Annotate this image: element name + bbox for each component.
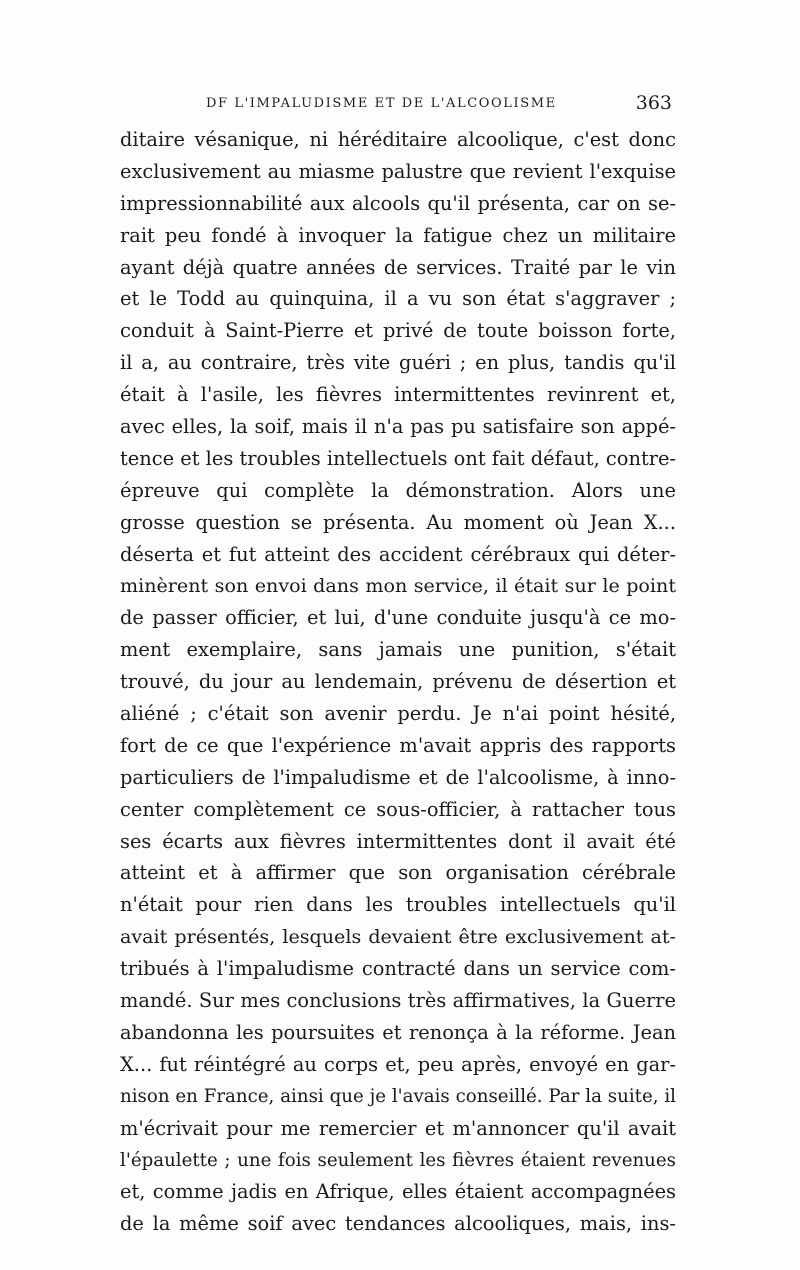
text-line: déserta et fut atteint des accident cérébraux qui déter- (120, 542, 676, 566)
text-line: abandonna les poursuites et renonça à la réforme. Jean (120, 1020, 676, 1044)
text-line: rait peu fondé à invoquer la fatigue chez un militaire (120, 223, 676, 247)
text-line: conduit à Saint-Pierre et privé de toute boisson forte, (120, 319, 676, 343)
running-title: DF L'IMPALUDISME ET DE L'ALCOOLISME (206, 96, 557, 111)
text-line: m'écrivait pour me remercier et m'annoncer qu'il avait (120, 1116, 676, 1140)
text-line: était à l'asile, les fièvres intermittentes revinrent et, (120, 383, 676, 407)
text-line: n'était pour rien dans les troubles intellectuels qu'il (120, 893, 676, 917)
text-line: center complètement ce sous-officier, à rattacher tous (120, 797, 676, 821)
text-line: tence et les troubles intellectuels ont fait défaut, contre- (120, 446, 676, 470)
text-line: avec elles, la soif, mais il n'a pas pu satisfaire son appé- (120, 415, 676, 439)
text-line: et, comme jadis en Afrique, elles étaient accompagnées (120, 1180, 676, 1204)
text-line: ayant déjà quatre années de services. Traité par le vin (120, 255, 676, 279)
text-line: minèrent son envoi dans mon service, il était sur le point (120, 574, 676, 598)
text-line: nison en France, ainsi que je l'avais conseillé. Par la suite, il (120, 1085, 676, 1107)
text-line: ditaire vésanique, ni héréditaire alcoolique, c'est donc (120, 128, 676, 151)
text-line: épreuve qui complète la démonstration. Alors une (120, 478, 676, 502)
text-line: de la même soif avec tendances alcooliques, mais, ins- (120, 1212, 676, 1236)
text-line: de passer officier, et lui, d'une conduite jusqu'à ce mo- (120, 606, 676, 630)
text-line: il a, au contraire, très vite guéri ; en plus, tandis qu'il (120, 351, 676, 375)
body-text (120, 124, 676, 1240)
text-line: tribués à l'impaludisme contracté dans un service com- (120, 957, 676, 981)
text-line: particuliers de l'impaludisme et de l'alcoolisme, à inno- (120, 765, 676, 789)
text-line: grosse question se présenta. Au moment où Jean X... (120, 510, 676, 534)
text-line: aliéné ; c'était son avenir perdu. Je n'ai point hésité, (120, 702, 676, 726)
text-line: exclusivement au miasme palustre que revient l'exquise (120, 159, 676, 183)
text-line: atteint et à affirmer que son organisation cérébrale (120, 861, 676, 885)
text-line: fort de ce que l'expérience m'avait appris des rapports (120, 733, 676, 757)
text-line: mandé. Sur mes conclusions très affirmatives, la Guerre (120, 989, 676, 1013)
text-line: ses écarts aux fièvres intermittentes dont il avait été (120, 829, 676, 853)
text-line: impressionnabilité aux alcools qu'il présenta, car on se- (120, 191, 676, 215)
text-line: trouvé, du jour au lendemain, prévenu de désertion et (120, 670, 676, 694)
page-number: 363 (635, 92, 672, 114)
text-line: avait présentés, lesquels devaient être exclusivement at- (120, 925, 676, 949)
running-head (122, 92, 678, 116)
text-line: X... fut réintégré au corps et, peu après, envoyé en gar- (120, 1052, 676, 1076)
text-line: l'épaulette ; une fois seulement les fièvres étaient revenues (120, 1149, 676, 1171)
text-line: et le Todd au quinquina, il a vu son état s'aggraver ; (120, 287, 676, 311)
text-line: ment exemplaire, sans jamais une punition, s'était (120, 638, 676, 662)
